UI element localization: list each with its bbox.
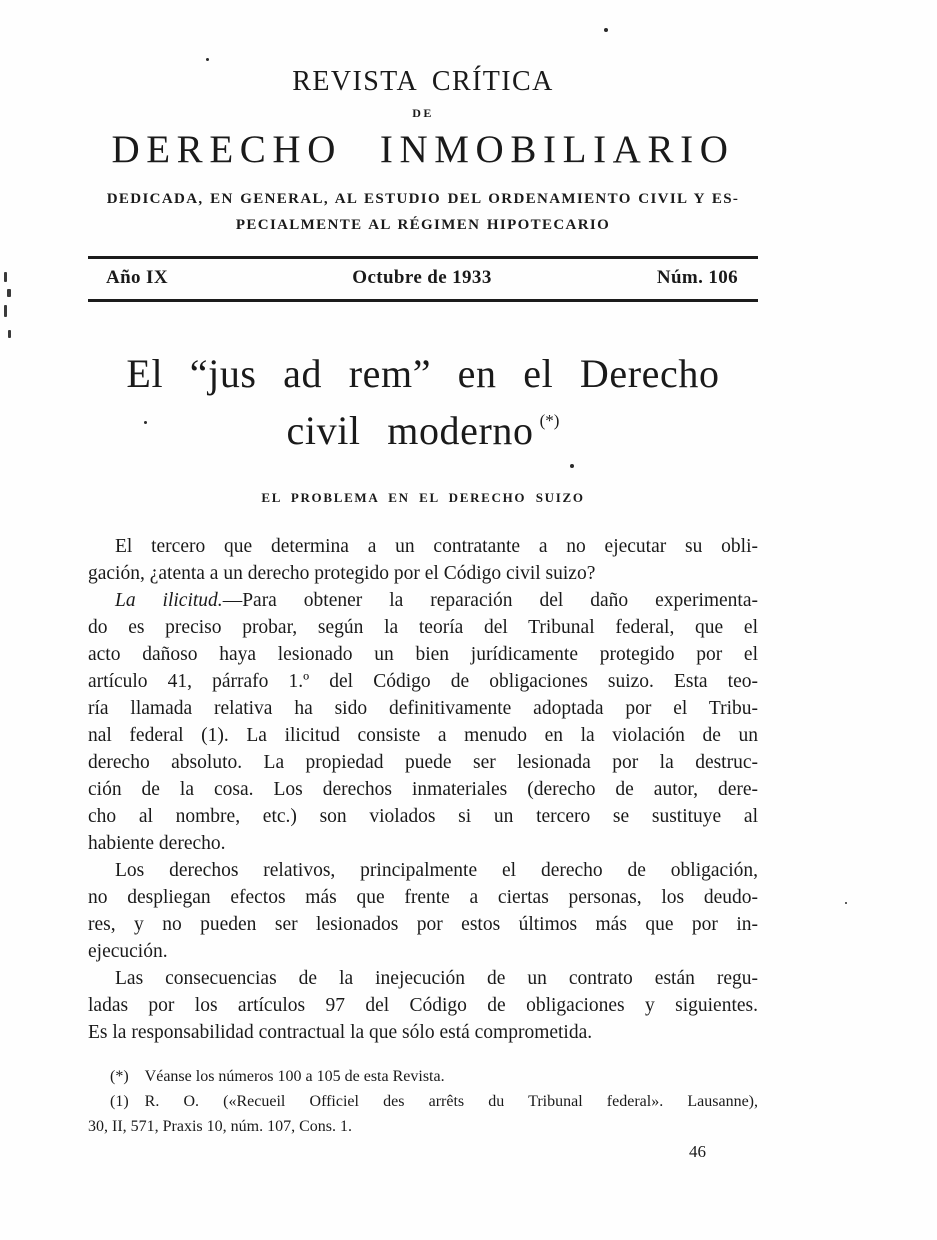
text-line: cho al nombre, etc.) son violados si un tercero se sustituye al xyxy=(88,806,758,827)
section-heading: EL PROBLEMA EN EL DERECHO SUIZO xyxy=(261,490,585,505)
footnotes xyxy=(88,1064,758,1139)
journal-title-top: REVISTA CRÍTICA xyxy=(292,66,554,97)
text-line: derecho absoluto. La propiedad puede ser lesionada por la destruc- xyxy=(88,752,758,773)
text-line: do es preciso probar, según la teoría del Tribunal federal, que el xyxy=(88,617,758,638)
scan-speck xyxy=(845,902,847,904)
title-footnote-mark: (*) xyxy=(539,411,560,430)
text-line: Es la responsabilidad contractual la que sólo está comprometida. xyxy=(88,1022,593,1043)
issue-year: Año IX xyxy=(106,267,168,288)
scan-artifact xyxy=(7,289,11,297)
journal-title-main: DERECHO INMOBILIARIO xyxy=(111,128,735,171)
text-line: res, y no pueden ser lesionados por estos últimos más que por in- xyxy=(88,914,758,935)
page-number: 46 xyxy=(689,1142,706,1161)
scan-artifact xyxy=(4,272,7,282)
text-line: ladas por los artículos 97 del Código de obligaciones y siguientes. xyxy=(88,995,758,1016)
text-line: acto dañoso haya lesionado un bien jurídicamente protegido por el xyxy=(88,644,758,665)
journal-dedication xyxy=(88,186,758,238)
article-title-line2: civil moderno (*) xyxy=(286,408,560,453)
issue-number: Núm. 106 xyxy=(656,267,738,288)
journal-title-connector: DE xyxy=(412,106,434,120)
text-line: Los derechos relativos, principalmente el derecho de obligación, xyxy=(115,860,758,881)
article-title xyxy=(88,350,758,454)
text-line: habiente derecho. xyxy=(88,833,226,854)
issue-bar xyxy=(88,256,758,302)
scan-artifact xyxy=(8,330,11,338)
dedication-line: PECIALMENTE AL RÉGIMEN HIPOTECARIO xyxy=(235,217,611,233)
text-line: (*) Véanse los números 100 a 105 de esta Revista. xyxy=(110,1068,445,1085)
text-line: artículo 41, párrafo 1.º del Código de obligaciones suizo. Esta teo- xyxy=(88,671,758,692)
text-line: nal federal (1). La ilicitud consiste a menudo en la violación de un xyxy=(88,725,758,746)
dedication-line: DEDICADA, EN GENERAL, AL ESTUDIO DEL ORDENAMIENTO CIVIL Y ES- xyxy=(106,191,740,207)
text-line: Las consecuencias de la inejecución de un contrato están regu- xyxy=(115,968,758,989)
text-line: ejecución. xyxy=(88,941,168,962)
text-line: gación, ¿atenta a un derecho protegido por el Código civil suizo? xyxy=(88,563,596,584)
text-line: El tercero que determina a un contratante a no ejecutar su obli- xyxy=(115,536,758,557)
article-title-line1: El “jus ad rem” en el Derecho xyxy=(126,351,720,396)
text-line: 30, II, 571, Praxis 10, núm. 107, Cons. 1. xyxy=(88,1118,352,1135)
text-block xyxy=(88,0,758,1162)
issue-date: Octubre de 1933 xyxy=(352,267,492,288)
text-line: ría llamada relativa ha sido definitivamente adoptada por el Tribu- xyxy=(88,698,758,719)
article-body xyxy=(88,533,758,1046)
text-line: La ilicitud.—Para obtener la reparación del daño experimenta- xyxy=(115,590,759,611)
text-line: (1) R. O. («Recueil Officiel des arrêts du Tribunal federal». Lausanne), xyxy=(110,1093,758,1110)
scan-artifact xyxy=(4,305,7,317)
text-line: ción de la cosa. Los derechos inmateriales (derecho de autor, dere- xyxy=(88,779,758,800)
text-line: no despliegan efectos más que frente a ciertas personas, los deudo- xyxy=(88,887,758,908)
